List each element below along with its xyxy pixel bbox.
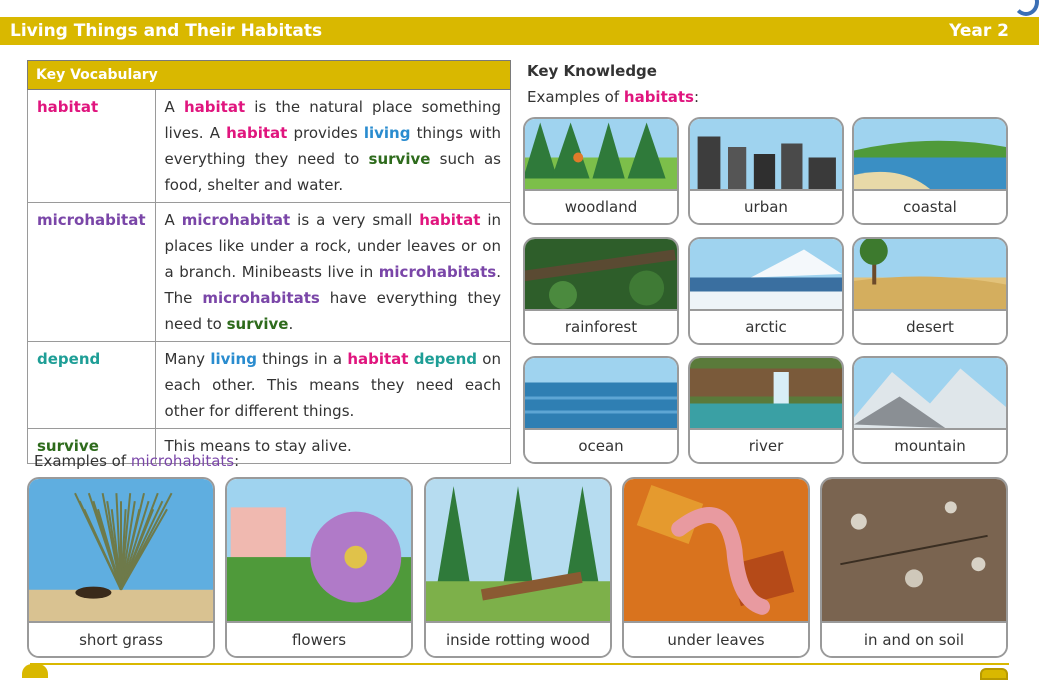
vocabulary-table: [27, 60, 511, 464]
vocab-definition: Many living things in a habitat depend on each other. This means they need each other for different things.: [155, 342, 510, 429]
microhabitat-card: [622, 477, 810, 658]
vocab-definition: A microhabitat is a very small habitat in places like under a rock, under leaves or on a branch. Minibeasts live in microhabitats. The microhabitats have everything they need to survive.: [155, 203, 510, 342]
habitat-caption: mountain: [854, 428, 1006, 462]
title-banner: [0, 17, 1039, 45]
habitat-card: [688, 356, 844, 464]
vocab-definition: A habitat is the natural place something lives. A habitat provides living things with everything they need to survive such as food, shelter and water.: [155, 90, 510, 203]
microhabitat-image: [822, 479, 1006, 621]
habitat-caption: arctic: [690, 309, 842, 343]
habitat-image: [525, 239, 677, 309]
habitat-caption: woodland: [525, 189, 677, 223]
footer-divider: [30, 663, 1009, 665]
microhabitat-image: [426, 479, 610, 621]
vocab-term: microhabitat: [28, 203, 156, 342]
microhabitat-caption: inside rotting wood: [426, 621, 610, 656]
microhabitat-card: [820, 477, 1008, 658]
habitat-card: [688, 237, 844, 345]
habitat-image: [854, 119, 1006, 189]
habitat-caption: desert: [854, 309, 1006, 343]
vocab-term: survive: [28, 429, 156, 464]
microhabitat-card: [225, 477, 413, 658]
habitat-caption: urban: [690, 189, 842, 223]
habitat-card: [852, 237, 1008, 345]
year-label: Year 2: [949, 21, 1009, 41]
microhabitat-image: [624, 479, 808, 621]
page-title: Living Things and Their Habitats: [10, 21, 323, 41]
habitat-card: [852, 117, 1008, 225]
habitat-image: [690, 239, 842, 309]
habitat-caption: coastal: [854, 189, 1006, 223]
microhabitat-caption: in and on soil: [822, 621, 1006, 656]
habitat-image: [854, 239, 1006, 309]
vocabulary-header: Key Vocabulary: [28, 61, 511, 90]
habitat-image: [525, 358, 677, 428]
microhabitat-card: [424, 477, 612, 658]
vocab-row: [28, 90, 511, 203]
vocab-row: [28, 342, 511, 429]
habitat-card: [523, 237, 679, 345]
key-knowledge-title: Key Knowledge: [527, 62, 657, 80]
habitats-subtitle: Examples of habitats:: [527, 88, 700, 106]
footer-logo-icon: [22, 664, 48, 678]
microhabitat-image: [29, 479, 213, 621]
top-strip: [0, 0, 1039, 17]
microhabitat-caption: short grass: [29, 621, 213, 656]
habitat-caption: rainforest: [525, 309, 677, 343]
vocab-definition: This means to stay alive.: [155, 429, 510, 464]
habitat-image: [854, 358, 1006, 428]
microhabitat-caption: under leaves: [624, 621, 808, 656]
habitat-card: [523, 356, 679, 464]
habitat-caption: ocean: [525, 428, 677, 462]
habitat-image: [690, 358, 842, 428]
microhabitat-card: [27, 477, 215, 658]
vocab-term: habitat: [28, 90, 156, 203]
vocab-row: [28, 203, 511, 342]
habitat-image: [525, 119, 677, 189]
habitat-card: [852, 356, 1008, 464]
habitat-caption: river: [690, 428, 842, 462]
footer-badge-icon: [980, 668, 1008, 680]
microhabitat-image: [227, 479, 411, 621]
habitat-card: [688, 117, 844, 225]
habitat-image: [690, 119, 842, 189]
microhabitats-subtitle: Examples of microhabitats:: [34, 452, 240, 470]
microhabitat-caption: flowers: [227, 621, 411, 656]
habitat-card: [523, 117, 679, 225]
vocab-term: depend: [28, 342, 156, 429]
